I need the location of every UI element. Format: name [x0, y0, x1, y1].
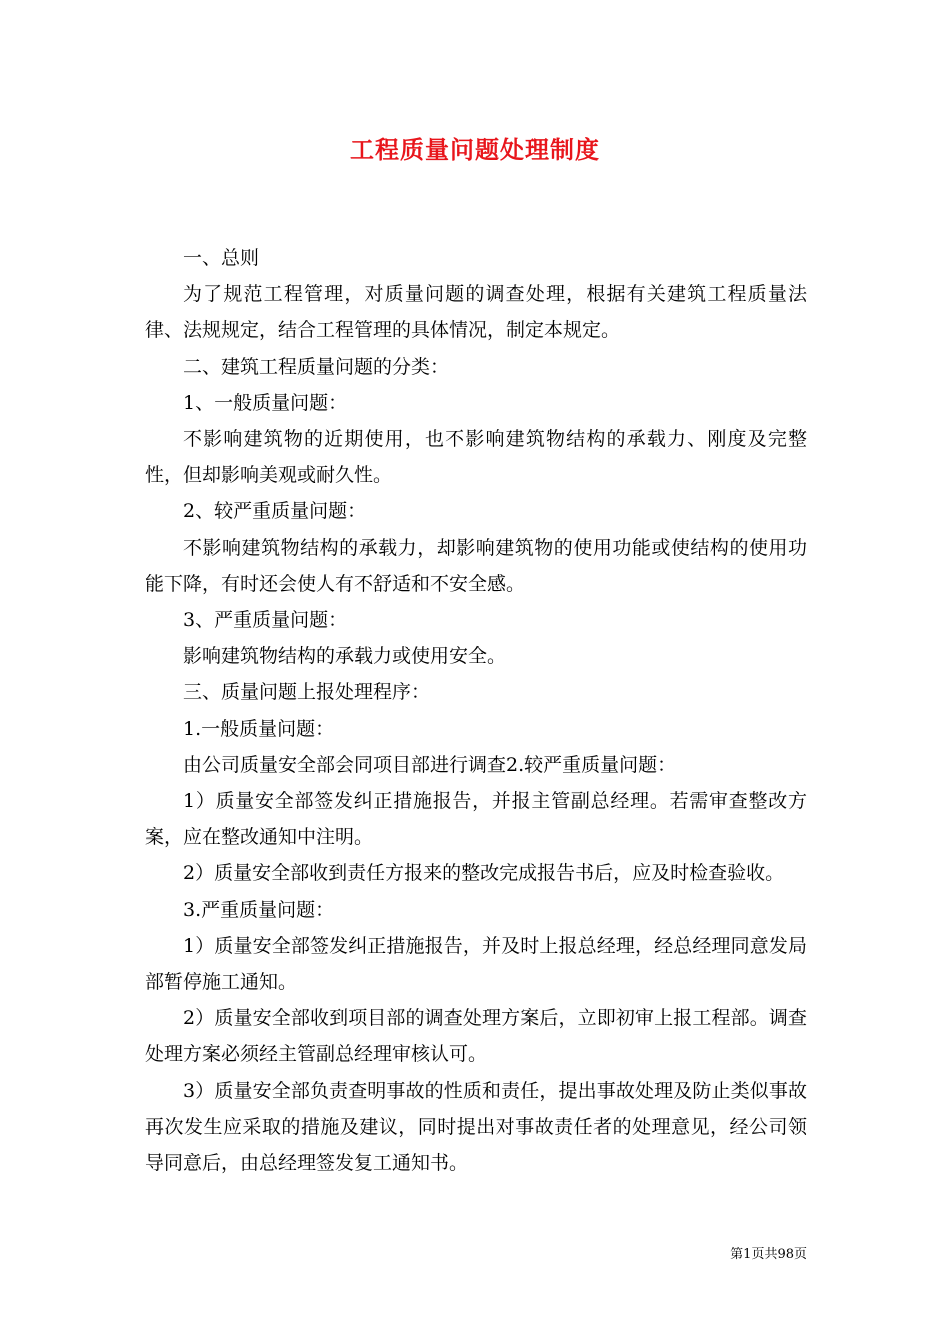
procedure-severe-heading: 3.严重质量问题：	[183, 898, 335, 921]
section-heading-classification: 二、建筑工程质量问题的分类：	[183, 355, 450, 378]
procedure-general-heading: 1.一般质量问题：	[183, 717, 335, 740]
procedure-serious-step-1: 1）质量安全部签发纠正措施报告，并报主管副总经理。若需审查整改方案，应在整改通知中注明。	[145, 790, 807, 849]
subheading-serious-issue: 2、较严重质量问题：	[183, 500, 367, 523]
section-heading-general: 一、总则	[183, 247, 260, 269]
section-heading-procedure: 三、质量问题上报处理程序：	[183, 681, 431, 704]
procedure-severe-step-1: 1）质量安全部签发纠正措施报告，并及时上报总经理，经总经理同意发局部暂停施工通知。	[145, 934, 807, 994]
document-body	[145, 240, 807, 1181]
page-number-footer: 第1页共98页	[730, 1247, 807, 1262]
procedure-general-text: 由公司质量安全部会同项目部进行调查2.较严重质量问题：	[183, 753, 677, 776]
paragraph-general-issue: 不影响建筑物的近期使用，也不影响建筑物结构的承载力、刚度及完整性，但却影响美观或耐久性。	[145, 428, 807, 487]
procedure-serious-step-2: 2）质量安全部收到责任方报来的整改完成报告书后，应及时检查验收。	[183, 862, 785, 885]
subheading-severe-issue: 3、严重质量问题：	[183, 609, 348, 632]
procedure-severe-step-3: 3）质量安全部负责查明事故的性质和责任，提出事故处理及防止类似事故再次发生应采取的措施及建议，同时提出对事故责任者的处理意见，经公司领导同意后，由总经理签发复工通知书。	[145, 1079, 807, 1175]
paragraph-serious-issue: 不影响建筑物结构的承载力，却影响建筑物的使用功能或使结构的使用功能下降，有时还会使人有不舒适和不安全感。	[145, 536, 807, 595]
paragraph-severe-issue: 影响建筑物结构的承载力或使用安全。	[183, 645, 507, 668]
document-title: 工程质量问题处理制度	[350, 135, 600, 164]
procedure-severe-step-2: 2）质量安全部收到项目部的调查处理方案后，立即初审上报工程部。调查处理方案必须经主管副总经理审核认可。	[145, 1007, 807, 1066]
subheading-general-issue: 1、一般质量问题：	[183, 391, 348, 414]
paragraph-purpose: 为了规范工程管理，对质量问题的调查处理，根据有关建筑工程质量法律、法规规定，结合工程管理的具体情况，制定本规定。	[145, 283, 807, 342]
